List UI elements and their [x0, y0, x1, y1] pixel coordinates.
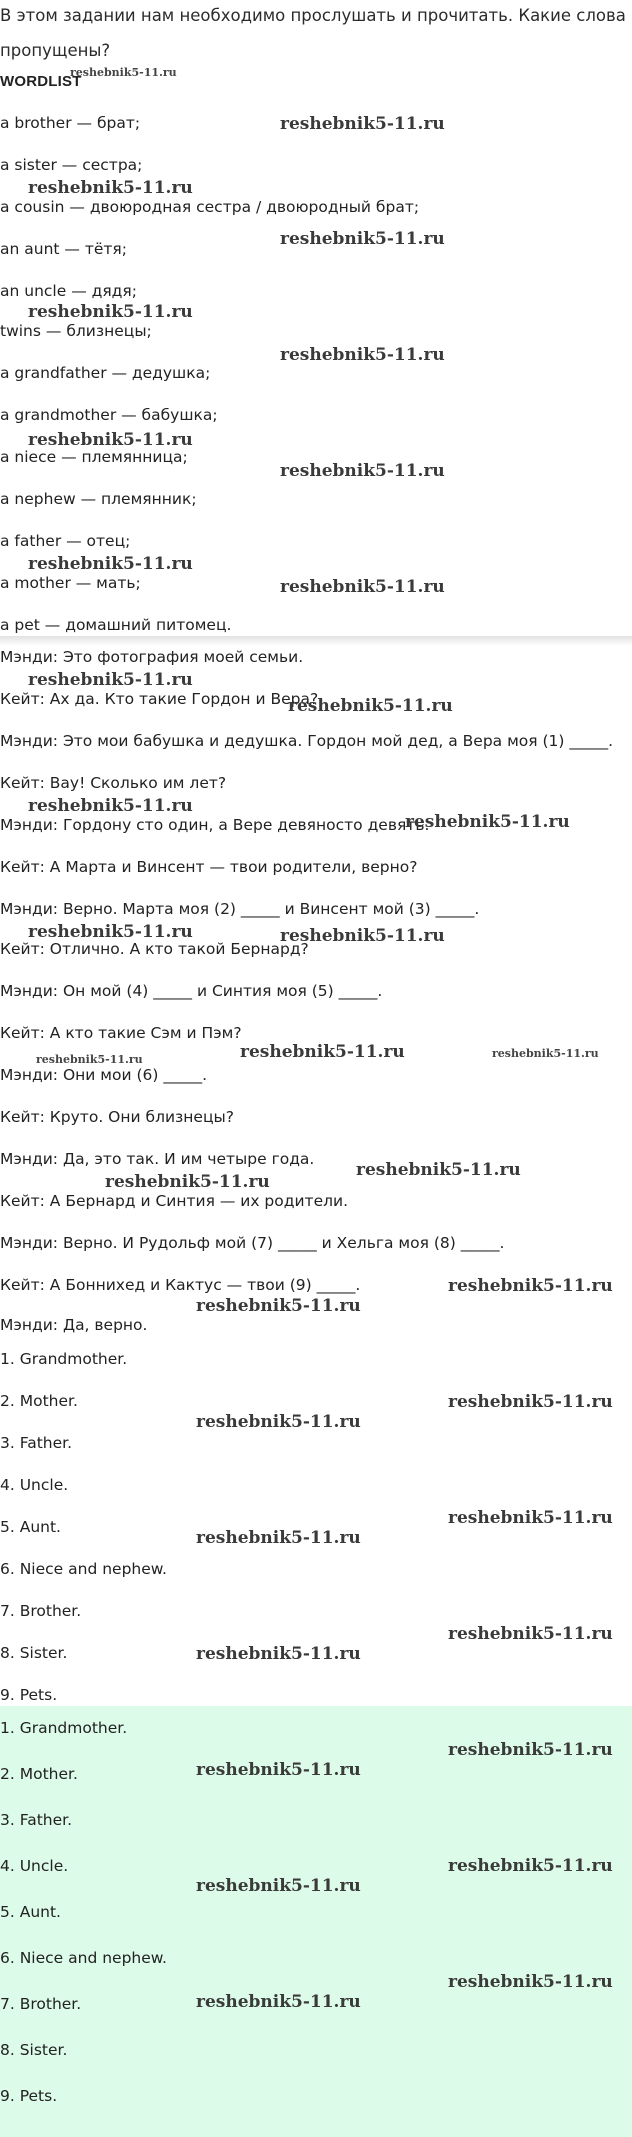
watermark: reshebnik5-11.ru: [280, 229, 445, 249]
watermark: reshebnik5-11.ru: [196, 1528, 361, 1548]
watermark: reshebnik5-11.ru: [196, 1992, 361, 2012]
dialogue-line: Кейт: А кто такие Сэм и Пэм?: [0, 1024, 242, 1042]
watermark: reshebnik5-11.ru: [280, 345, 445, 365]
wordlist-item: a pet — домашний питомец.: [0, 616, 232, 634]
watermark: reshebnik5-11.ru: [28, 430, 193, 450]
watermark: reshebnik5-11.ru: [28, 554, 193, 574]
dialogue-line: Мэнди: Да, верно.: [0, 1316, 148, 1334]
wordlist-item: a cousin — двоюродная сестра / двоюродный брат;: [0, 198, 420, 216]
dialogue-line: Кейт: Отлично. А кто такой Бернард?: [0, 940, 309, 958]
wordlist-item: a sister — сестра;: [0, 156, 143, 174]
wordlist-item: an uncle — дядя;: [0, 282, 137, 300]
watermark: reshebnik5-11.ru: [492, 1047, 599, 1060]
intro-line-1: В этом задании нам необходимо прослушать и прочитать. Какие слова: [0, 6, 626, 25]
watermark: reshebnik5-11.ru: [196, 1760, 361, 1780]
watermark: reshebnik5-11.ru: [280, 926, 445, 946]
watermark: reshebnik5-11.ru: [240, 1042, 405, 1062]
answer-highlight-item: 2. Mother.: [0, 1765, 78, 1783]
intro-line-2: пропущены?: [0, 41, 111, 60]
watermark: reshebnik5-11.ru: [448, 1392, 613, 1412]
wordlist-item: a nephew — племянник;: [0, 490, 197, 508]
dialogue-line: Мэнди: Верно. Марта моя (2) _____ и Винсент мой (3) _____.: [0, 900, 480, 918]
watermark: reshebnik5-11.ru: [196, 1876, 361, 1896]
answer-highlight-item: 7. Brother.: [0, 1995, 82, 2013]
answer-item: 1. Grandmother.: [0, 1350, 128, 1368]
dialogue-line: Кейт: А Марта и Винсент — твои родители, верно?: [0, 858, 418, 876]
watermark: reshebnik5-11.ru: [448, 1740, 613, 1760]
answer-highlight-item: 3. Father.: [0, 1811, 73, 1829]
answer-item: 7. Brother.: [0, 1602, 82, 1620]
answer-item: 9. Pets.: [0, 1686, 58, 1704]
answer-highlight-item: 5. Aunt.: [0, 1903, 61, 1921]
wordlist-item: a mother — мать;: [0, 574, 141, 592]
watermark: reshebnik5-11.ru: [288, 696, 453, 716]
dialogue-line: Мэнди: Он мой (4) _____ и Синтия моя (5) _____.: [0, 982, 383, 1000]
watermark: reshebnik5-11.ru: [28, 302, 193, 322]
dialogue-line: Кейт: Вау! Сколько им лет?: [0, 774, 227, 792]
wordlist-item: twins — близнецы;: [0, 322, 152, 340]
watermark: reshebnik5-11.ru: [280, 461, 445, 481]
watermark: reshebnik5-11.ru: [105, 1172, 270, 1192]
dialogue-line: Мэнди: Это фотография моей семьи.: [0, 648, 304, 666]
watermark: reshebnik5-11.ru: [70, 66, 177, 79]
answer-item: 2. Mother.: [0, 1392, 78, 1410]
watermark: reshebnik5-11.ru: [280, 114, 445, 134]
dialogue-line: Кейт: Круто. Они близнецы?: [0, 1108, 234, 1126]
wordlist-item: a grandmother — бабушка;: [0, 406, 218, 424]
answer-highlight-item: 1. Grandmother.: [0, 1719, 128, 1737]
answer-highlight-item: 6. Niece and nephew.: [0, 1949, 167, 1967]
dialogue-line: Кейт: А Бернард и Синтия — их родители.: [0, 1192, 349, 1210]
wordlist-item: a niece — племянница;: [0, 448, 188, 466]
watermark: reshebnik5-11.ru: [28, 178, 193, 198]
watermark: reshebnik5-11.ru: [448, 1508, 613, 1528]
dialogue-line: Мэнди: Верно. И Рудольф мой (7) _____ и Хельга моя (8) _____.: [0, 1234, 505, 1252]
watermark: reshebnik5-11.ru: [405, 812, 570, 832]
wordlist-item: an aunt — тётя;: [0, 240, 127, 258]
watermark: reshebnik5-11.ru: [448, 1856, 613, 1876]
answer-item: 8. Sister.: [0, 1644, 68, 1662]
watermark: reshebnik5-11.ru: [28, 670, 193, 690]
wordlist-item: a brother — брат;: [0, 114, 141, 132]
section-divider: [0, 636, 632, 646]
answer-item: 6. Niece and nephew.: [0, 1560, 167, 1578]
answer-item: 3. Father.: [0, 1434, 73, 1452]
wordlist-item: a father — отец;: [0, 532, 131, 550]
watermark: reshebnik5-11.ru: [448, 1624, 613, 1644]
watermark: reshebnik5-11.ru: [36, 1053, 143, 1066]
dialogue-line: Мэнди: Гордону сто один, а Вере девяносто девять.: [0, 816, 430, 834]
wordlist-item: a grandfather — дедушка;: [0, 364, 211, 382]
answer-highlight-item: 4. Uncle.: [0, 1857, 69, 1875]
wordlist-title: WORDLIST: [0, 73, 82, 90]
dialogue-line: Кейт: А Боннихед и Кактус — твои (9) _____.: [0, 1276, 361, 1294]
watermark: reshebnik5-11.ru: [448, 1276, 613, 1296]
watermark: reshebnik5-11.ru: [28, 796, 193, 816]
answer-item: 5. Aunt.: [0, 1518, 61, 1536]
watermark: reshebnik5-11.ru: [196, 1412, 361, 1432]
watermark: reshebnik5-11.ru: [28, 922, 193, 942]
watermark: reshebnik5-11.ru: [196, 1296, 361, 1316]
dialogue-line: Мэнди: Они мои (6) _____.: [0, 1066, 208, 1084]
dialogue-line: Мэнди: Это мои бабушка и дедушка. Гордон мой дед, а Вера моя (1) _____.: [0, 732, 614, 750]
watermark: reshebnik5-11.ru: [356, 1160, 521, 1180]
dialogue-line: Мэнди: Да, это так. И им четыре года.: [0, 1150, 315, 1168]
answer-highlight-item: 9. Pets.: [0, 2087, 58, 2105]
watermark: reshebnik5-11.ru: [196, 1644, 361, 1664]
watermark: reshebnik5-11.ru: [280, 577, 445, 597]
answer-item: 4. Uncle.: [0, 1476, 69, 1494]
dialogue-line: Кейт: Ах да. Кто такие Гордон и Вера?: [0, 690, 319, 708]
answer-highlight-item: 8. Sister.: [0, 2041, 68, 2059]
watermark: reshebnik5-11.ru: [448, 1972, 613, 1992]
